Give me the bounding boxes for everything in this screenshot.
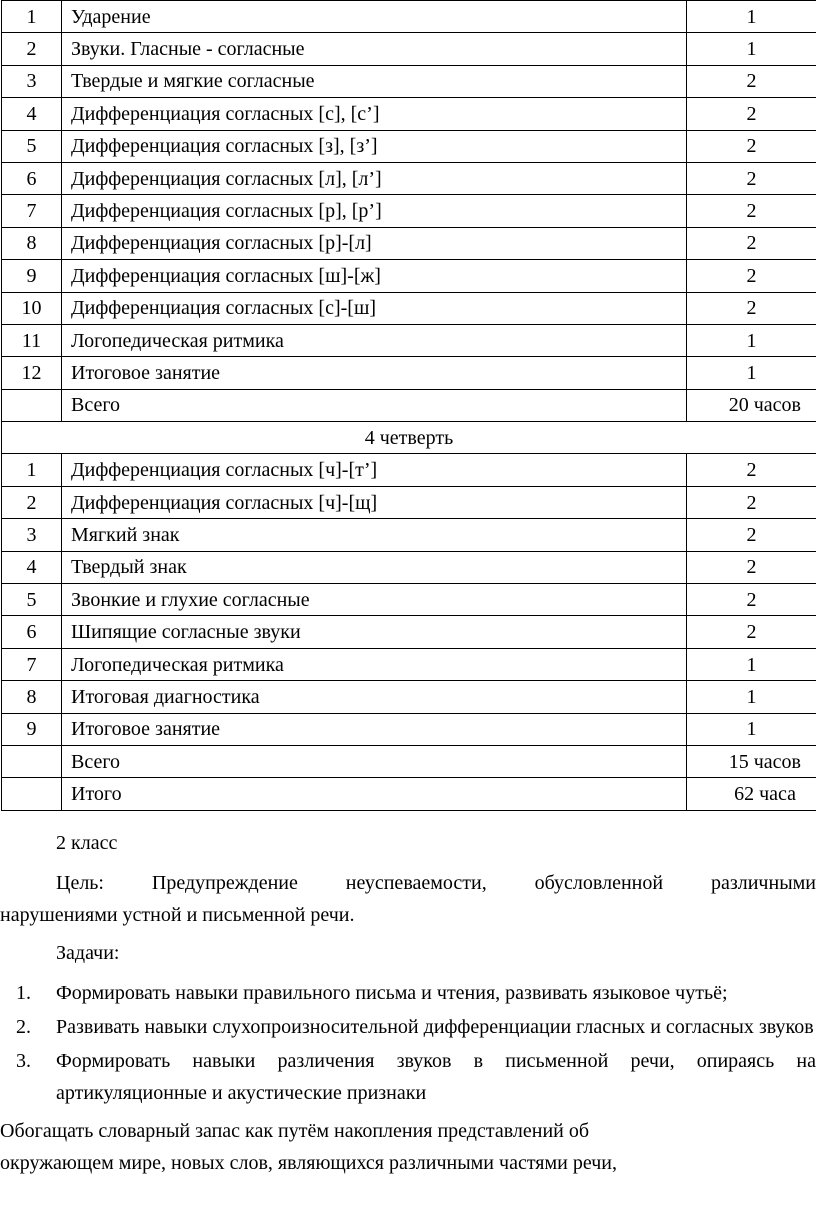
row-hours: 2	[687, 616, 816, 648]
row-hours: 2	[687, 584, 816, 616]
row-number: 3	[2, 519, 62, 551]
row-topic: Дифференциация согласных [р]-[л]	[62, 227, 687, 259]
grand-total-hours: 62 часа	[687, 778, 816, 810]
row-hours: 2	[687, 260, 816, 292]
row-number: 6	[2, 162, 62, 194]
row-hours: 2	[687, 130, 816, 162]
row-topic: Логопедическая ритмика	[62, 648, 687, 680]
row-topic: Дифференциация согласных [р], [р’]	[62, 195, 687, 227]
row-topic: Дифференциация согласных [ч]-[щ]	[62, 486, 687, 518]
row-number-empty	[2, 778, 62, 810]
task-item	[0, 977, 816, 1009]
row-topic: Дифференциация согласных [с], [с’]	[62, 98, 687, 130]
row-topic: Дифференциация согласных [ч]-[т’]	[62, 454, 687, 486]
table-row	[2, 65, 816, 97]
task-text: Развивать навыки слухопроизносительной дифференциации гласных и согласных звуков	[56, 1016, 814, 1038]
row-topic: Итоговое занятие	[62, 713, 687, 745]
tasks-heading: Задачи:	[56, 942, 120, 964]
lesson-plan-table	[1, 0, 816, 811]
row-hours: 1	[687, 357, 816, 389]
table-row	[2, 33, 816, 65]
row-number: 12	[2, 357, 62, 389]
enrichment-paragraph	[0, 1115, 816, 1179]
row-hours: 2	[687, 551, 816, 583]
row-hours: 2	[687, 162, 816, 194]
row-number: 8	[2, 227, 62, 259]
table-row	[2, 648, 816, 680]
row-topic: Логопедическая ритмика	[62, 324, 687, 356]
row-number: 9	[2, 260, 62, 292]
row-number: 7	[2, 195, 62, 227]
row-hours: 2	[687, 519, 816, 551]
row-number-empty	[2, 745, 62, 777]
table-row	[2, 519, 816, 551]
total-hours: 15 часов	[687, 745, 816, 777]
row-hours: 2	[687, 292, 816, 324]
row-hours: 2	[687, 454, 816, 486]
enrichment-line-2: окружающем мире, новых слов, являющихся различными частями речи,	[0, 1152, 617, 1174]
row-topic: Твердый знак	[62, 551, 687, 583]
row-topic: Дифференциация согласных [с]-[ш]	[62, 292, 687, 324]
goal-line-2: нарушениями устной и письменной речи.	[0, 904, 355, 926]
table-row	[2, 227, 816, 259]
row-topic: Ударение	[62, 1, 687, 33]
task-text: Формировать навыки правильного письма и чтения, развивать языковое чутьё;	[56, 982, 728, 1004]
table-row	[2, 616, 816, 648]
row-number: 5	[2, 130, 62, 162]
table-row	[2, 292, 816, 324]
row-number: 1	[2, 1, 62, 33]
row-topic: Итоговое занятие	[62, 357, 687, 389]
row-number: 4	[2, 98, 62, 130]
tasks-list	[0, 977, 816, 1109]
task-item	[0, 1011, 816, 1043]
grand-total-row	[2, 778, 816, 810]
row-topic: Дифференциация согласных [ш]-[ж]	[62, 260, 687, 292]
task-item	[0, 1045, 816, 1109]
row-hours: 2	[687, 227, 816, 259]
row-number: 6	[2, 616, 62, 648]
row-number: 2	[2, 486, 62, 518]
row-number: 11	[2, 324, 62, 356]
row-topic: Мягкий знак	[62, 519, 687, 551]
row-topic: Твердые и мягкие согласные	[62, 65, 687, 97]
row-number: 3	[2, 65, 62, 97]
lesson-plan-body	[2, 1, 816, 811]
table-row	[2, 130, 816, 162]
row-number: 9	[2, 713, 62, 745]
row-topic: Дифференциация согласных [л], [л’]	[62, 162, 687, 194]
total-label: Всего	[62, 389, 687, 421]
row-hours: 2	[687, 486, 816, 518]
document-text	[0, 827, 816, 1179]
grand-total-label: Итого	[62, 778, 687, 810]
task-text: Формировать навыки различения звуков в письменной речи, опираясь на артикуляционные и акустические признаки	[56, 1050, 816, 1104]
table-row	[2, 357, 816, 389]
table-row	[2, 98, 816, 130]
table-row	[2, 324, 816, 356]
total-hours: 20 часов	[687, 389, 816, 421]
grade-heading: 2 класс	[56, 832, 118, 854]
task-number: 3.	[16, 1050, 31, 1072]
task-number: 1.	[16, 982, 31, 1004]
total-row	[2, 745, 816, 777]
row-hours: 1	[687, 648, 816, 680]
enrichment-line-1: Обогащать словарный запас как путём накопления представлений об	[0, 1120, 590, 1142]
table-row	[2, 584, 816, 616]
table-row	[2, 486, 816, 518]
section-row	[2, 422, 816, 454]
row-topic: Итоговая диагностика	[62, 681, 687, 713]
row-number: 8	[2, 681, 62, 713]
row-topic: Дифференциация согласных [з], [з’]	[62, 130, 687, 162]
table-row	[2, 713, 816, 745]
row-number: 10	[2, 292, 62, 324]
table-row	[2, 195, 816, 227]
table-row	[2, 162, 816, 194]
table-row	[2, 681, 816, 713]
task-number: 2.	[16, 1016, 31, 1038]
row-hours: 1	[687, 324, 816, 356]
table-row	[2, 454, 816, 486]
table-row	[2, 551, 816, 583]
row-topic: Звуки. Гласные - согласные	[62, 33, 687, 65]
row-number: 7	[2, 648, 62, 680]
row-hours: 1	[687, 1, 816, 33]
row-hours: 2	[687, 98, 816, 130]
row-topic: Звонкие и глухие согласные	[62, 584, 687, 616]
row-hours: 1	[687, 33, 816, 65]
row-number: 2	[2, 33, 62, 65]
row-number-empty	[2, 389, 62, 421]
row-hours: 1	[687, 713, 816, 745]
row-number: 4	[2, 551, 62, 583]
table-row	[2, 260, 816, 292]
row-number: 1	[2, 454, 62, 486]
table-row	[2, 1, 816, 33]
row-topic: Шипящие согласные звуки	[62, 616, 687, 648]
total-label: Всего	[62, 745, 687, 777]
row-hours: 2	[687, 65, 816, 97]
row-hours: 1	[687, 681, 816, 713]
goal-paragraph	[0, 867, 816, 931]
total-row	[2, 389, 816, 421]
row-number: 5	[2, 584, 62, 616]
row-hours: 2	[687, 195, 816, 227]
goal-line-1: Цель: Предупреждение неуспеваемости, обусловленной различными	[56, 872, 816, 894]
section-title-q4: 4 четверть	[2, 422, 816, 454]
